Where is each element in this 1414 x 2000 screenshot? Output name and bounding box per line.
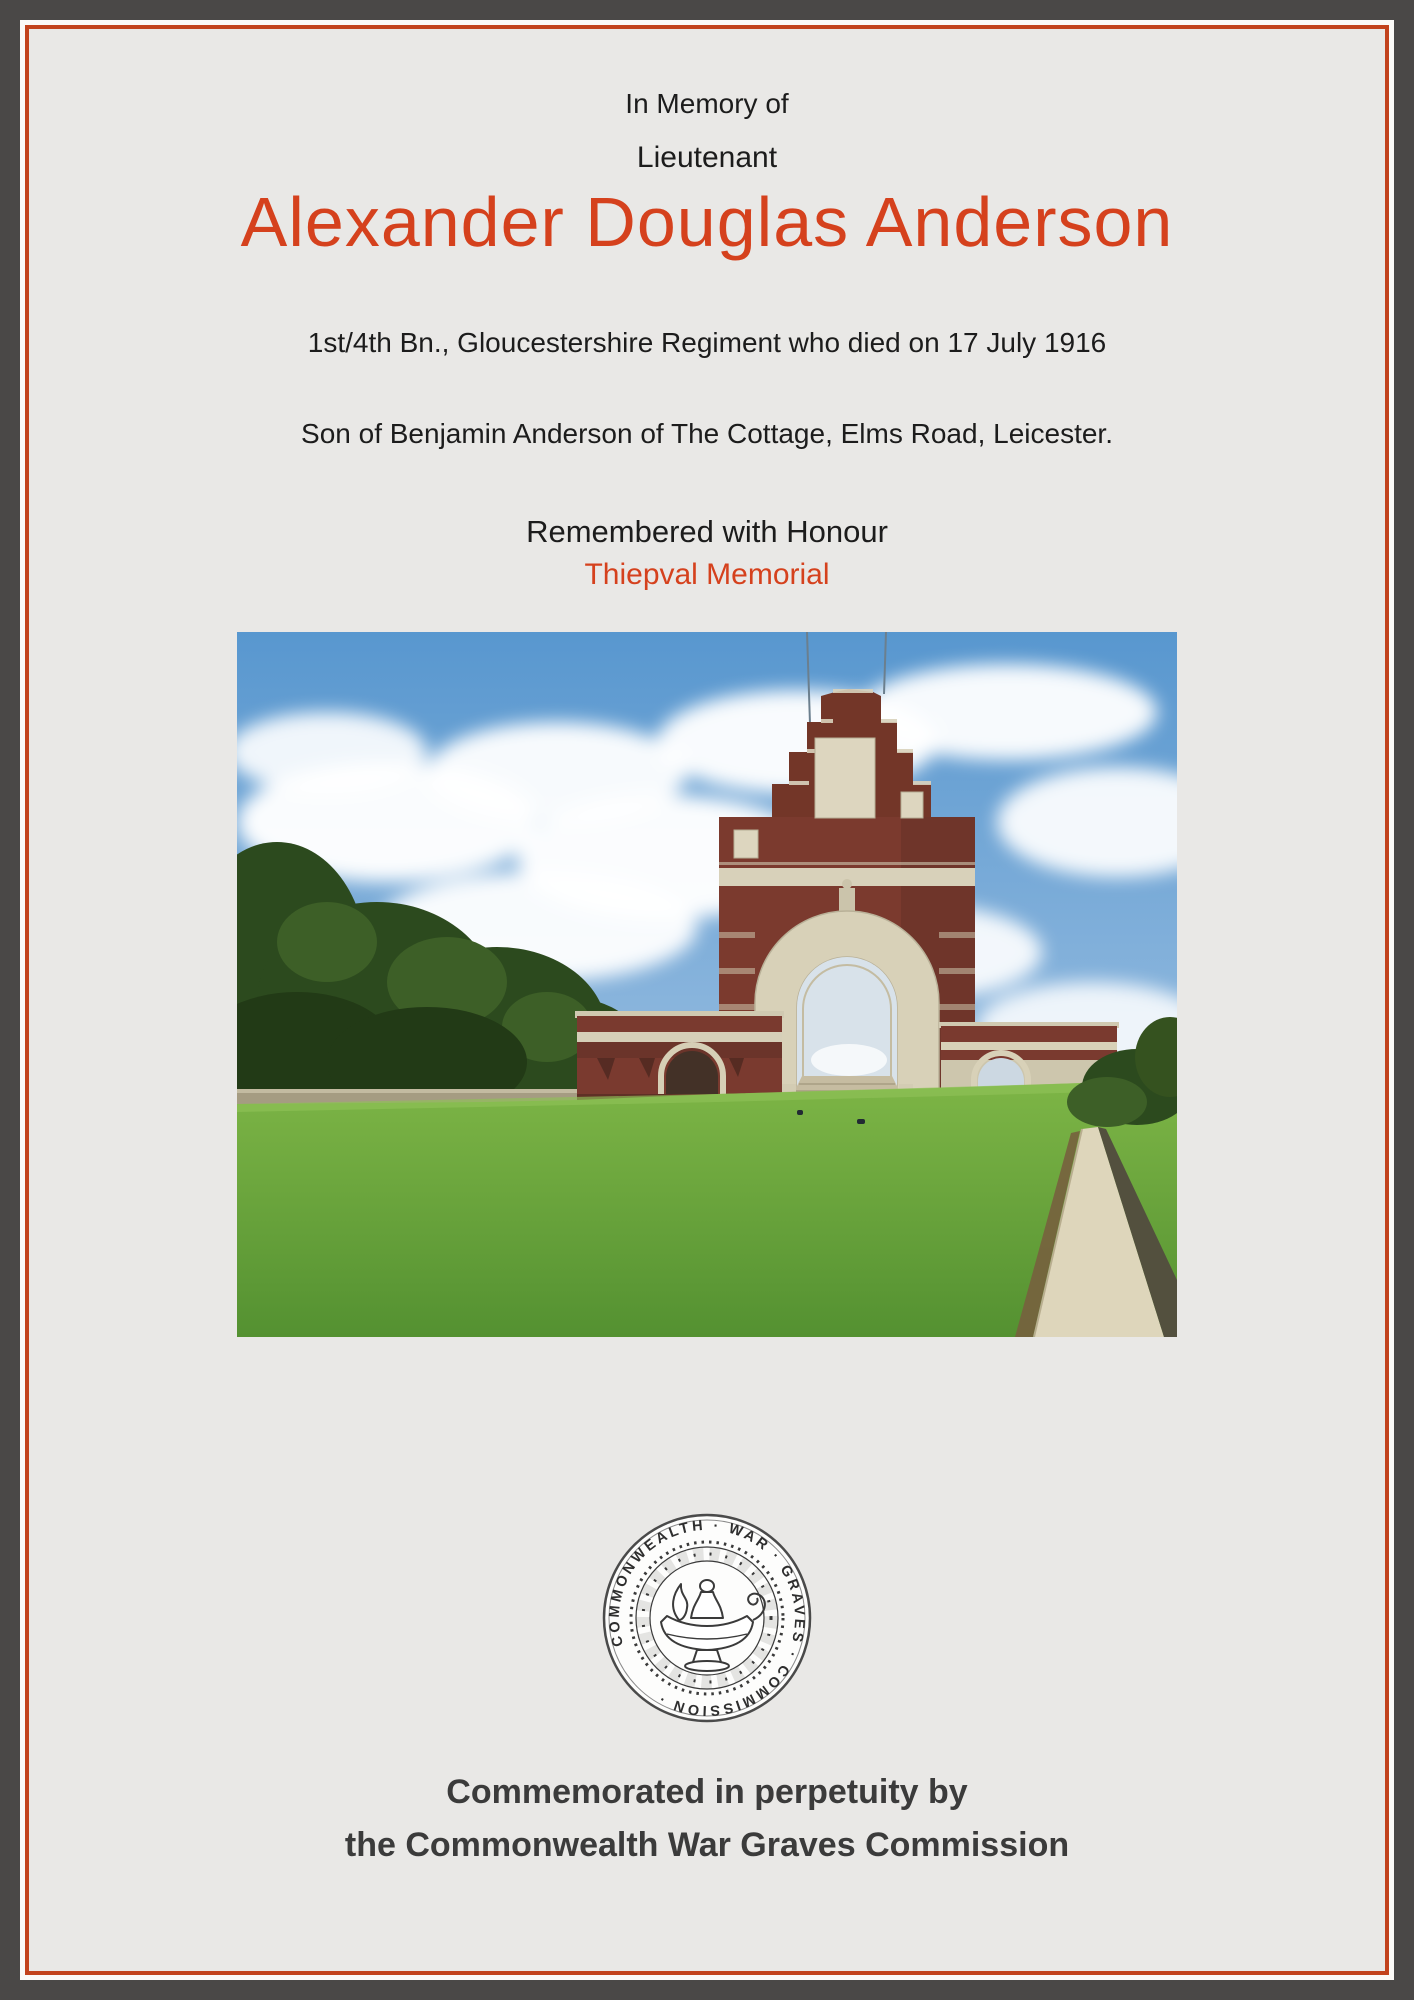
remembered-line: Remembered with Honour [526,514,888,549]
certificate-body [25,25,1389,1975]
regiment-line: 1st/4th Bn., Gloucestershire Regiment who died on 17 July 1916 [307,327,1107,358]
memorial-photo-art [237,632,1177,1337]
footer-line-1: Commemorated in perpetuity by [446,1773,968,1811]
memorial-name: Thiepval Memorial [584,558,830,591]
cwgc-seal [601,1512,813,1724]
cwgc-seal-art [601,1512,813,1724]
family-line: Son of Benjamin Anderson of The Cottage, Elms Road, Leicester. [301,418,1113,449]
footer-line-2: the Commonwealth War Graves Commission [344,1826,1070,1864]
in-memory-of-line: In Memory of [625,88,789,119]
memorial-photo [237,632,1177,1337]
left-boundary-wall-top [237,1089,585,1093]
seal-ring-text: COMMONWEALTH · WAR · GRAVES · COMMISSION · [606,1517,808,1719]
soldier-name: Alexander Douglas Anderson [240,183,1174,261]
rank-line: Lieutenant [636,141,778,174]
